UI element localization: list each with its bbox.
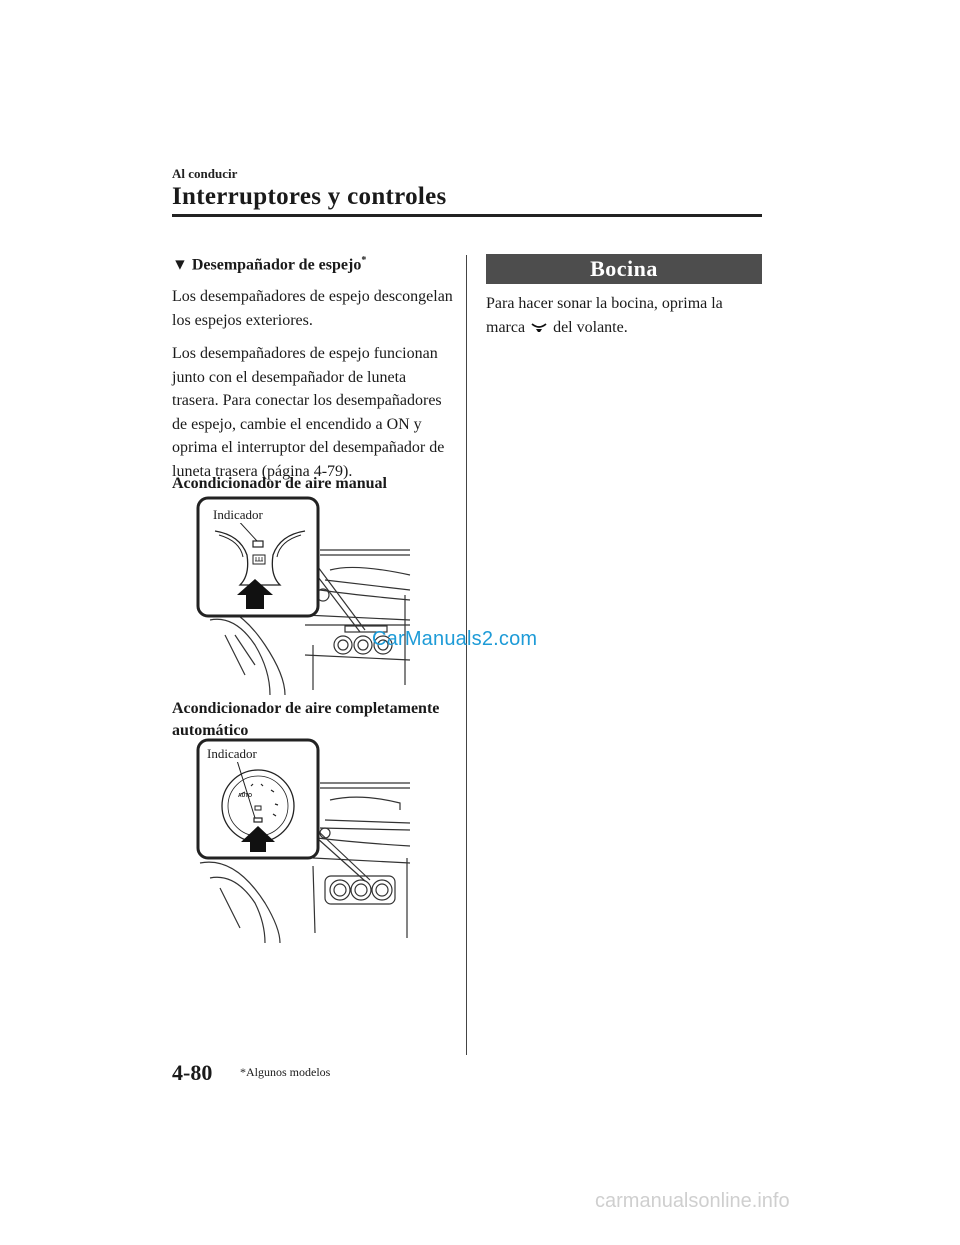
page-number: 4-80 <box>172 1060 213 1085</box>
section-label: Al conducir <box>172 166 238 181</box>
manual-indicator-label: Indicador <box>213 507 263 522</box>
triangle-marker-icon: ▼ <box>172 256 188 274</box>
manual-ac-drawing <box>195 495 430 695</box>
horn-text-before: Para hacer sonar la bocina, oprima la marca <box>486 295 723 336</box>
horn-icon <box>531 323 547 333</box>
horn-paragraph <box>486 292 762 339</box>
watermark-center: CarManuals2.com <box>372 628 538 650</box>
heading-text: Desempañador de espejo <box>191 256 362 274</box>
optional-asterisk: * <box>361 255 367 266</box>
auto-indicator-label: Indicador <box>207 746 257 761</box>
horn-text-after: del volante. <box>553 318 628 336</box>
auto-ac-illustration <box>195 738 430 943</box>
paragraph-operation: Los desempañadores de espejo funcionan junto con el desempañador de luneta trasera. Para conectar los desempañadores de espejo, cambie el encendido a ON y oprima el interruptor del desempañador de luneta trasera (página 4-79). <box>172 345 445 480</box>
auto-dial-text: AUTO <box>238 793 253 799</box>
horn-section-banner: Bocina <box>486 254 762 284</box>
mirror-defogger-heading <box>172 255 366 274</box>
manual-ac-illustration <box>195 495 430 695</box>
watermark-bottom: carmanualsonline.info <box>595 1190 790 1212</box>
manual-ac-label: Acondicionador de aire manual <box>172 475 387 492</box>
auto-ac-drawing <box>195 738 430 943</box>
page-title: Interruptores y controles <box>172 183 447 210</box>
column-divider <box>466 255 467 1055</box>
paragraph-intro: Los desempañadores de espejo descongelan los espejos exteriores. <box>172 288 453 329</box>
title-rule <box>172 214 762 217</box>
footnote: *Algunos modelos <box>240 1065 331 1079</box>
auto-ac-label: Acondicionador de aire completamente automático <box>172 700 440 739</box>
